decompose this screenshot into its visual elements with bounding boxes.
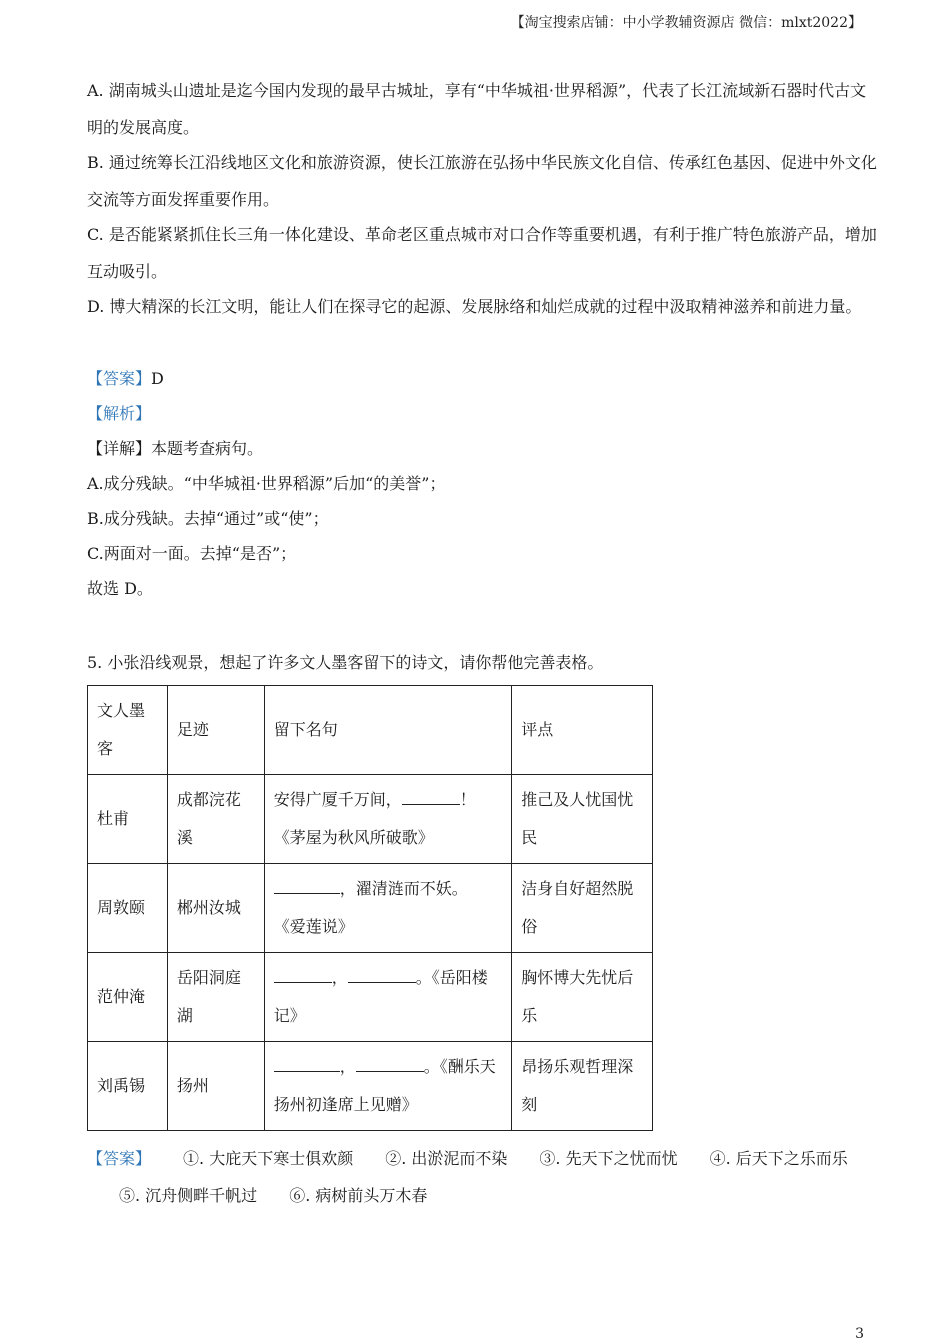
analysis-point-c: C.两面对一面。去掉“是否”； [87,544,297,563]
q5-answers [87,1140,877,1214]
line-cell: ，濯清涟而不妖。 《爱莲说》 [264,864,512,953]
fill-blank-6[interactable] [356,1053,424,1072]
fill-blank-4[interactable] [348,964,416,983]
answer-value: D [151,369,164,388]
table-row [88,953,653,1042]
place-cell: 郴州汝城 [167,864,264,953]
answer-item: ②. 出淤泥而不染 [385,1149,508,1168]
page-number: 3 [855,1326,864,1342]
answer-item: ①. 大庇天下寒士俱欢颜 [183,1149,354,1168]
table-row [88,775,653,864]
header-author: 文人墨客 [88,686,168,775]
analysis-point-b: B.成分残缺。去掉“通过”或“使”； [87,509,329,528]
fill-blank-1[interactable] [402,786,460,805]
page-header: 【淘宝搜索店铺：中小学教辅资源店 微信：mlxt2022】 [510,15,862,31]
option-d: D. 博大精深的长江文明，能让人们在探寻它的起源、发展脉络和灿烂成就的过程中汲取精神滋养和前进力量。 [87,297,862,316]
fill-blank-3[interactable] [274,964,332,983]
author-cell: 范仲淹 [88,953,168,1042]
line-cell: 安得广厦千万间， ！ 《茅屋为秋风所破歌》 [264,775,512,864]
comment-cell: 推己及人忧国忧民 [512,775,653,864]
answer-item: ③. 先天下之忧而忧 [539,1149,678,1168]
line-cell: ， 。《酬乐天扬州初逢席上见赠》 [264,1042,512,1131]
question-5-prompt: 5. 小张沿线观景，想起了许多文人墨客留下的诗文，请你帮他完善表格。 [87,653,604,672]
comment-cell: 昂扬乐观哲理深刻 [512,1042,653,1131]
answer-item: ⑤. 沉舟侧畔千帆过 [119,1186,258,1205]
option-c: C. 是否能紧紧抓住长三角一体化建设、革命老区重点城市对口合作等重要机遇，有利于推广特色旅游产品，增加互动吸引。 [87,225,877,281]
header-line: 留下名句 [264,686,512,775]
place-cell: 岳阳洞庭湖 [167,953,264,1042]
analysis-tag: 【解析】 [87,404,152,423]
table-row [88,1042,653,1131]
author-cell: 杜甫 [88,775,168,864]
option-b: B. 通过统筹长江沿线地区文化和旅游资源，使长江旅游在弘扬中华民族文化自信、传承红色基因、促进中外文化交流等方面发挥重要作用。 [87,153,877,209]
analysis-conclusion: 故选 D。 [87,579,153,598]
option-a: A. 湖南城头山遗址是迄今国内发现的最早古城址，享有“中华城祖·世界稻源”，代表了长江流域新石器时代古文明的发展高度。 [87,81,867,137]
detail-line: 【详解】本题考查病句。 [87,439,264,458]
answer-item: ⑥. 病树前头万木春 [289,1186,428,1205]
answer-tag: 【答案】 [87,1149,152,1168]
poem-table [87,685,653,1131]
answer-tag: 【答案】 [87,369,152,388]
line-cell: ， 。《岳阳楼记》 [264,953,512,1042]
q4-answer [87,367,164,391]
header-comment: 评点 [512,686,653,775]
answer-item: ④. 后天下之乐而乐 [709,1149,848,1168]
fill-blank-5[interactable] [274,1053,340,1072]
comment-cell: 洁身自好超然脱俗 [512,864,653,953]
place-cell: 扬州 [167,1042,264,1131]
table-row [88,864,653,953]
comment-cell: 胸怀博大先忧后乐 [512,953,653,1042]
fill-blank-2[interactable] [274,875,340,894]
author-cell: 周敦颐 [88,864,168,953]
table-header-row [88,686,653,775]
author-cell: 刘禹锡 [88,1042,168,1131]
place-cell: 成都浣花溪 [167,775,264,864]
header-place: 足迹 [167,686,264,775]
analysis-point-a: A.成分残缺。“中华城祖·世界稻源”后加“的美誉”； [87,474,446,493]
